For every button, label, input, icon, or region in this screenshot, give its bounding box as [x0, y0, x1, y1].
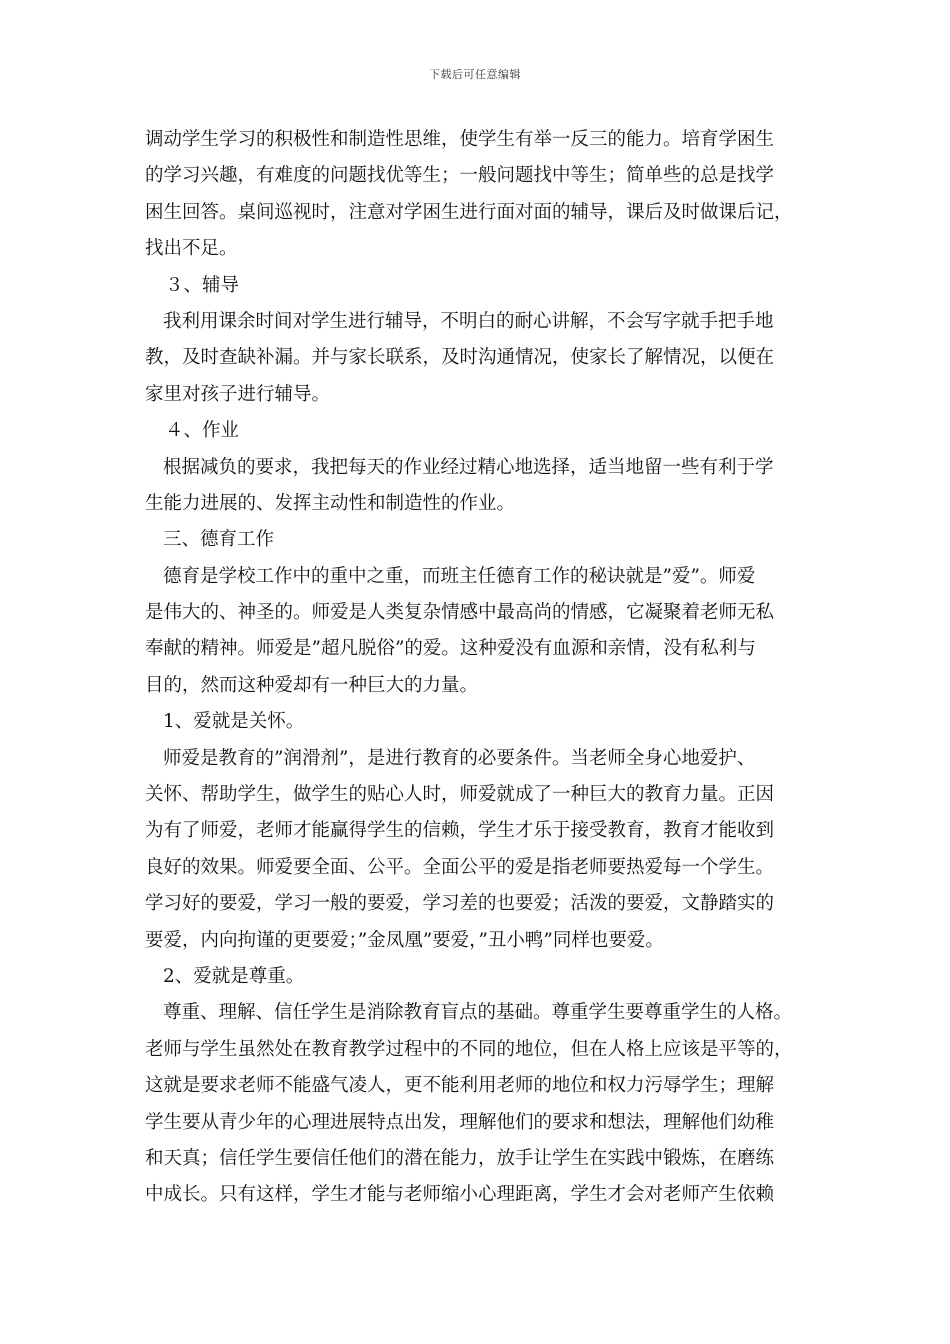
- paragraph-line: 奉献的精神。师爱是”超凡脱俗”的爱。这种爱没有血源和亲情，没有私利与: [145, 638, 756, 660]
- section-heading: ３、辅导: [165, 274, 240, 296]
- paragraph-line: 我利用课余时间对学生进行辅导，不明白的耐心讲解，不会写字就手把手地: [163, 310, 774, 332]
- paragraph-line: 为有了师爱，老师才能赢得学生的信赖，学生才乐于接受教育，教育才能收到: [145, 820, 775, 842]
- paragraph-line: 找出不足。: [145, 238, 238, 260]
- section-heading: 1、爱就是关怀。: [163, 711, 305, 733]
- paragraph-line: 良好的效果。师爱要全面、公平。全面公平的爱是指老师要热爱每一个学生。: [145, 856, 775, 878]
- paragraph-line: 的学习兴趣，有难度的问题找优等生；一般问题找中等生；简单些的总是找学: [145, 165, 775, 187]
- paragraph-line: 中成长。只有这样，学生才能与老师缩小心理距离，学生才会对老师产生依赖: [145, 1184, 775, 1206]
- section-heading: 2、爱就是尊重。: [163, 965, 305, 987]
- paragraph-line: 这就是要求老师不能盛气凌人，更不能利用老师的地位和权力污辱学生；理解: [145, 1075, 775, 1097]
- section-heading: ４、作业: [165, 420, 240, 442]
- paragraph-line: 要爱，内向拘谨的更要爱；”金凤凰”要爱，”丑小鸭”同样也要爱。: [145, 929, 664, 951]
- paragraph-line: 学生要从青少年的心理进展特点出发，理解他们的要求和想法，理解他们幼稚: [145, 1111, 775, 1133]
- paragraph-line: 老师与学生虽然处在教育教学过程中的不同的地位，但在人格上应该是平等的，: [145, 1038, 793, 1060]
- paragraph-line: 困生回答。桌间巡视时，注意对学困生进行面对面的辅导，课后及时做课后记，: [145, 201, 793, 223]
- paragraph-line: 家里对孩子进行辅导。: [145, 383, 331, 405]
- paragraph-line: 根据减负的要求，我把每天的作业经过精心地选择，适当地留一些有利于学: [163, 456, 774, 478]
- paragraph-line: 关怀、帮助学生，做学生的贴心人时，师爱就成了一种巨大的教育力量。正因: [145, 784, 775, 806]
- paragraph-line: 师爱是教育的”润滑剂”，是进行教育的必要条件。当老师全身心地爱护、: [163, 747, 756, 769]
- paragraph-line: 教，及时查缺补漏。并与家长联系，及时沟通情况，使家长了解情况，以便在: [145, 347, 775, 369]
- document-body: [145, 122, 809, 1214]
- paragraph-line: 目的，然而这种爱却有一种巨大的力量。: [145, 674, 479, 696]
- paragraph-line: 是伟大的、神圣的。师爱是人类复杂情感中最高尚的情感，它凝聚着老师无私: [145, 602, 775, 624]
- page-header: 下载后可任意编辑: [429, 68, 521, 81]
- paragraph-line: 德育是学校工作中的重中之重，而班主任德育工作的秘诀就是”爱”。师爱: [163, 565, 756, 587]
- paragraph-line: 学习好的要爱，学习一般的要爱，学习差的也要爱；活泼的要爱，文静踏实的: [145, 893, 775, 915]
- paragraph-line: 调动学生学习的积极性和制造性思维，使学生有举一反三的能力。培育学困生: [145, 129, 775, 150]
- section-heading: 三、德育工作: [163, 529, 275, 551]
- paragraph-line: 尊重、理解、信任学生是消除教育盲点的基础。尊重学生要尊重学生的人格。: [163, 1002, 793, 1024]
- paragraph-line: 生能力进展的、发挥主动性和制造性的作业。: [145, 492, 516, 514]
- paragraph-line: 和天真；信任学生要信任他们的潜在能力，放手让学生在实践中锻炼，在磨练: [145, 1147, 775, 1169]
